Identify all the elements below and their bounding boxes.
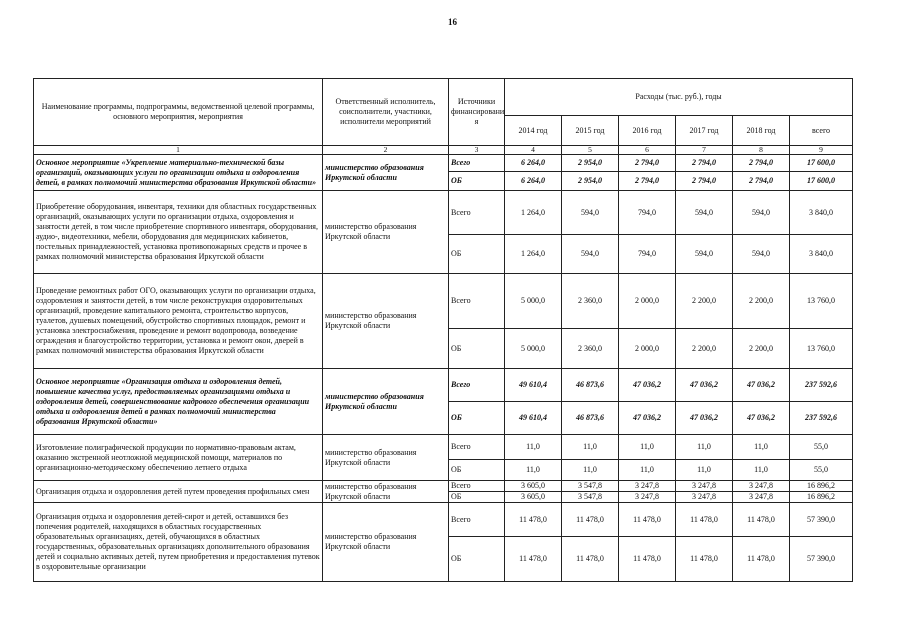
funding-source: Всего [449, 435, 505, 460]
year-value: 11,0 [619, 435, 676, 460]
year-value: 11 478,0 [676, 503, 733, 537]
activity-name: Изготовление полиграфической продукции по нормативно-правовым актам, оказанию экстренной неотложной медицинской помощи, материалов по организационно-методическому обеспечению летнего отдыха [34, 435, 323, 481]
year-value: 47 036,2 [619, 402, 676, 435]
table-row [34, 481, 853, 492]
header-year: 2016 год [619, 116, 676, 146]
activity-name: Основное мероприятие «Укрепление материально-технической базы организаций, оказывающих услуги по организации отдыха и оздоровления детей, в рамках полномочий министерства образования Иркутской области» [34, 155, 323, 191]
year-value: 6 264,0 [505, 172, 562, 191]
year-value: 5 000,0 [505, 274, 562, 329]
funding-source: Всего [449, 155, 505, 172]
year-value: 2 200,0 [676, 274, 733, 329]
activity-name: Проведение ремонтных работ ОГО, оказывающих услуги по организации отдыха, оздоровления и занятости детей, в том числе реконструкция оздоровительных организаций, проведение капитального ремонта, строительство корпусов, туалетов, душевых помещений, обустройство спортивных площадок, ремонт и установка электроснабжения, проведение и ремонт водопровода, возведение ограждения и благоустройство территории, установка и ремонт окон, дверей в рамках полномочий министерства образования Иркутской области [34, 274, 323, 369]
header-year: 2015 год [562, 116, 619, 146]
funding-source: Всего [449, 481, 505, 492]
year-value: 2 794,0 [676, 155, 733, 172]
header-year: 2017 год [676, 116, 733, 146]
year-value: 3 247,8 [619, 481, 676, 492]
total-value: 16 896,2 [790, 492, 853, 503]
year-value: 11 478,0 [562, 503, 619, 537]
year-value: 46 873,6 [562, 402, 619, 435]
year-value: 2 200,0 [733, 329, 790, 369]
year-value: 6 264,0 [505, 155, 562, 172]
year-value: 49 610,4 [505, 402, 562, 435]
year-value: 3 247,8 [733, 492, 790, 503]
funding-source: ОБ [449, 537, 505, 582]
year-value: 594,0 [676, 235, 733, 274]
year-value: 49 610,4 [505, 369, 562, 402]
year-value: 11 478,0 [676, 537, 733, 582]
year-value: 11 478,0 [562, 537, 619, 582]
responsible-executor: министерство образования Иркутской области [323, 155, 449, 191]
year-value: 11,0 [505, 435, 562, 460]
year-value: 794,0 [619, 235, 676, 274]
year-value: 47 036,2 [676, 369, 733, 402]
year-value: 11,0 [733, 460, 790, 481]
year-value: 47 036,2 [619, 369, 676, 402]
total-value: 3 840,0 [790, 191, 853, 235]
funding-source: Всего [449, 191, 505, 235]
responsible-executor: министерство образования Иркутской области [323, 481, 449, 503]
column-number: 2 [323, 146, 449, 155]
year-value: 594,0 [676, 191, 733, 235]
year-value: 1 264,0 [505, 191, 562, 235]
table-row [34, 274, 853, 329]
year-value: 11 478,0 [619, 537, 676, 582]
year-value: 47 036,2 [733, 402, 790, 435]
year-value: 794,0 [619, 191, 676, 235]
column-number: 5 [562, 146, 619, 155]
funding-source: Всего [449, 274, 505, 329]
year-value: 11,0 [619, 460, 676, 481]
expenses-table [33, 78, 853, 582]
year-value: 11,0 [562, 460, 619, 481]
table-row [34, 435, 853, 460]
total-value: 17 600,0 [790, 155, 853, 172]
funding-source: Всего [449, 369, 505, 402]
year-value: 11 478,0 [619, 503, 676, 537]
column-number: 7 [676, 146, 733, 155]
total-value: 55,0 [790, 435, 853, 460]
activity-name: Основное мероприятие «Организация отдыха и оздоровления детей, повышение качества услуг, предоставляемых организациями отдыха и оздоровления детей, совершенствование кадрового обеспечения организации отдыха и оздоровления детей в рамках полномочий министерства образования Иркутской области» [34, 369, 323, 435]
header-source: Источники финансировани я [449, 79, 505, 146]
header-total: всего [790, 116, 853, 146]
year-value: 47 036,2 [733, 369, 790, 402]
header-expenses: Расходы (тыс. руб.), годы [505, 79, 853, 116]
responsible-executor: министерство образования Иркутской области [323, 503, 449, 582]
year-value: 2 360,0 [562, 274, 619, 329]
funding-source: ОБ [449, 172, 505, 191]
year-value: 2 794,0 [619, 155, 676, 172]
total-value: 237 592,6 [790, 402, 853, 435]
table-row [34, 155, 853, 172]
year-value: 2 000,0 [619, 274, 676, 329]
column-number: 6 [619, 146, 676, 155]
total-value: 17 600,0 [790, 172, 853, 191]
year-value: 2 794,0 [733, 155, 790, 172]
year-value: 11,0 [562, 435, 619, 460]
total-value: 13 760,0 [790, 329, 853, 369]
funding-source: Всего [449, 503, 505, 537]
year-value: 3 547,8 [562, 492, 619, 503]
responsible-executor: министерство образования Иркутской области [323, 191, 449, 274]
year-value: 5 000,0 [505, 329, 562, 369]
year-value: 47 036,2 [676, 402, 733, 435]
year-value: 11,0 [733, 435, 790, 460]
page-number: 16 [448, 17, 457, 27]
year-value: 11 478,0 [505, 537, 562, 582]
year-value: 11 478,0 [505, 503, 562, 537]
header-name: Наименование программы, подпрограммы, ведомственной целевой программы, основного мероприятия, мероприятия [34, 79, 323, 146]
year-value: 594,0 [733, 191, 790, 235]
table-row [34, 503, 853, 537]
column-number: 4 [505, 146, 562, 155]
activity-name: Организация отдыха и оздоровления детей-сирот и детей, оставшихся без попечения родителей, находящихся в областных государственных образовательных организациях, детей, обучающихся в областных государственных, образовательных организациях дополнительного образования детей и социально активных детей, путем приобретения и предоставления путевок в оздоровительные организации [34, 503, 323, 582]
year-value: 11 478,0 [733, 537, 790, 582]
column-number: 3 [449, 146, 505, 155]
total-value: 55,0 [790, 460, 853, 481]
year-value: 594,0 [562, 191, 619, 235]
year-value: 2 954,0 [562, 172, 619, 191]
header-year: 2018 год [733, 116, 790, 146]
total-value: 3 840,0 [790, 235, 853, 274]
year-value: 3 247,8 [619, 492, 676, 503]
year-value: 1 264,0 [505, 235, 562, 274]
responsible-executor: министерство образования Иркутской области [323, 435, 449, 481]
header-responsible: Ответственный исполнитель, соисполнители, участники, исполнители мероприятий [323, 79, 449, 146]
year-value: 2 794,0 [619, 172, 676, 191]
year-value: 2 794,0 [733, 172, 790, 191]
total-value: 57 390,0 [790, 503, 853, 537]
responsible-executor: министерство образования Иркутской области [323, 274, 449, 369]
header-year: 2014 год [505, 116, 562, 146]
year-value: 11,0 [505, 460, 562, 481]
total-value: 13 760,0 [790, 274, 853, 329]
activity-name: Организация отдыха и оздоровления детей путем проведения профильных смен [34, 481, 323, 503]
total-value: 16 896,2 [790, 481, 853, 492]
column-number: 8 [733, 146, 790, 155]
year-value: 3 247,8 [733, 481, 790, 492]
year-value: 11 478,0 [733, 503, 790, 537]
year-value: 594,0 [562, 235, 619, 274]
total-value: 237 592,6 [790, 369, 853, 402]
activity-name: Приобретение оборудования, инвентаря, техники для областных государственных организаций, оказывающих услуги по организации отдыха, оздоровления и занятости детей, в том числе приобретение спортивного инвентаря, оборудования, аудио-, видеотехники, мебели, оборудования для медицинских кабинетов, постельных принадлежностей, установка противопожарных средств и прочее в рамках полномочий министерства образования Иркутской области [34, 191, 323, 274]
table-body [34, 155, 853, 582]
year-value: 2 200,0 [676, 329, 733, 369]
table-row [34, 369, 853, 402]
column-number: 1 [34, 146, 323, 155]
year-value: 3 247,8 [676, 492, 733, 503]
year-value: 2 794,0 [676, 172, 733, 191]
total-value: 57 390,0 [790, 537, 853, 582]
year-value: 46 873,6 [562, 369, 619, 402]
funding-source: ОБ [449, 402, 505, 435]
year-value: 3 605,0 [505, 492, 562, 503]
year-value: 2 200,0 [733, 274, 790, 329]
year-value: 594,0 [733, 235, 790, 274]
funding-source: ОБ [449, 492, 505, 503]
responsible-executor: министерство образования Иркутской области [323, 369, 449, 435]
year-value: 2 000,0 [619, 329, 676, 369]
year-value: 11,0 [676, 460, 733, 481]
year-value: 2 954,0 [562, 155, 619, 172]
table-row [34, 191, 853, 235]
funding-source: ОБ [449, 235, 505, 274]
year-value: 3 605,0 [505, 481, 562, 492]
column-number: 9 [790, 146, 853, 155]
funding-source: ОБ [449, 329, 505, 369]
year-value: 3 547,8 [562, 481, 619, 492]
year-value: 2 360,0 [562, 329, 619, 369]
funding-source: ОБ [449, 460, 505, 481]
year-value: 11,0 [676, 435, 733, 460]
year-value: 3 247,8 [676, 481, 733, 492]
